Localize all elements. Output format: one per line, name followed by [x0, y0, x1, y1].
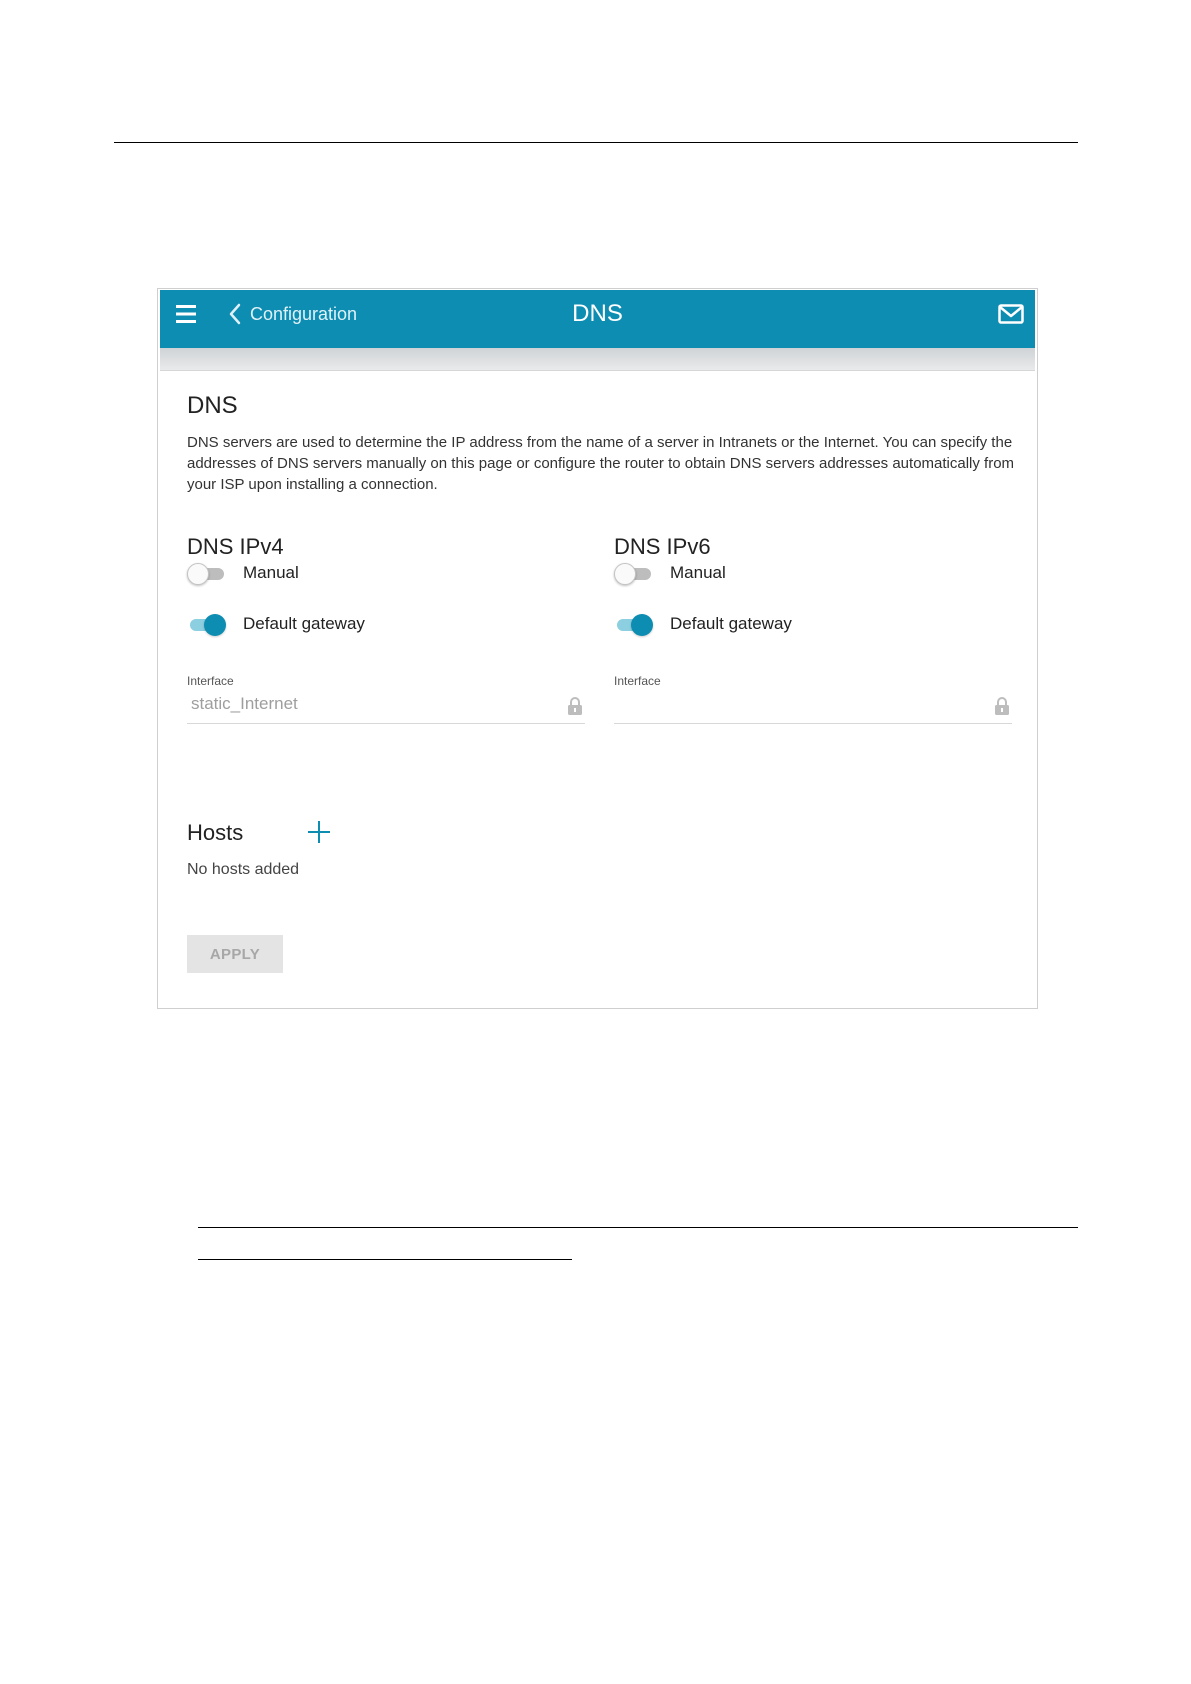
ipv4-interface-label: Interface [187, 674, 234, 688]
apply-button[interactable]: APPLY [187, 935, 283, 973]
ipv4-default-gateway-toggle[interactable] [187, 613, 365, 635]
hosts-heading: Hosts [187, 820, 244, 845]
dns-ipv4-column [187, 534, 585, 713]
back-label: Configuration [250, 303, 358, 324]
hosts-empty-text: No hosts added [187, 861, 300, 878]
ipv6-interface-label: Interface [614, 674, 661, 688]
footnote-rule-short [198, 1259, 572, 1260]
ipv4-gateway-label: Default gateway [243, 614, 365, 633]
router-web-ui [157, 288, 1038, 1009]
footnote-rule [198, 1227, 1078, 1228]
toggle-switch-off[interactable] [187, 562, 225, 584]
toggle-switch-off[interactable] [614, 562, 652, 584]
ipv4-manual-label: Manual [243, 563, 299, 582]
dns-ipv6-heading: DNS IPv6 [614, 534, 711, 559]
ipv4-interface-underline [187, 723, 585, 724]
toggle-switch-on[interactable] [187, 613, 225, 635]
ipv6-interface-underline [614, 723, 1012, 724]
ipv6-default-gateway-toggle[interactable] [614, 613, 792, 635]
ipv6-manual-label: Manual [670, 563, 726, 582]
page-title: DNS [572, 300, 623, 327]
lock-icon [567, 696, 583, 716]
ipv4-interface-field [187, 674, 585, 730]
toggle-switch-on[interactable] [614, 613, 652, 635]
ipv6-interface-field [614, 674, 1012, 730]
lock-icon [994, 696, 1010, 716]
plus-icon [306, 819, 332, 845]
section-heading: DNS [187, 392, 238, 419]
dns-ipv4-heading: DNS IPv4 [187, 534, 284, 559]
ipv6-gateway-label: Default gateway [670, 614, 792, 633]
ipv6-manual-toggle[interactable] [614, 562, 726, 584]
ipv4-interface-value: static_Internet [191, 694, 298, 713]
page-top-rule [114, 142, 1078, 143]
section-description: DNS servers are used to determine the IP address from the name of a server in Intranets or the Internet. You can specify the addresses of DNS servers manually on this page or configure the router to obtain DNS servers addresses automatically from your ISP upon installing a connection. [187, 434, 1015, 493]
ipv4-manual-toggle[interactable] [187, 562, 299, 584]
add-host-button[interactable] [306, 819, 332, 845]
dns-settings [158, 289, 1037, 1008]
dns-ipv6-column [614, 534, 1012, 688]
